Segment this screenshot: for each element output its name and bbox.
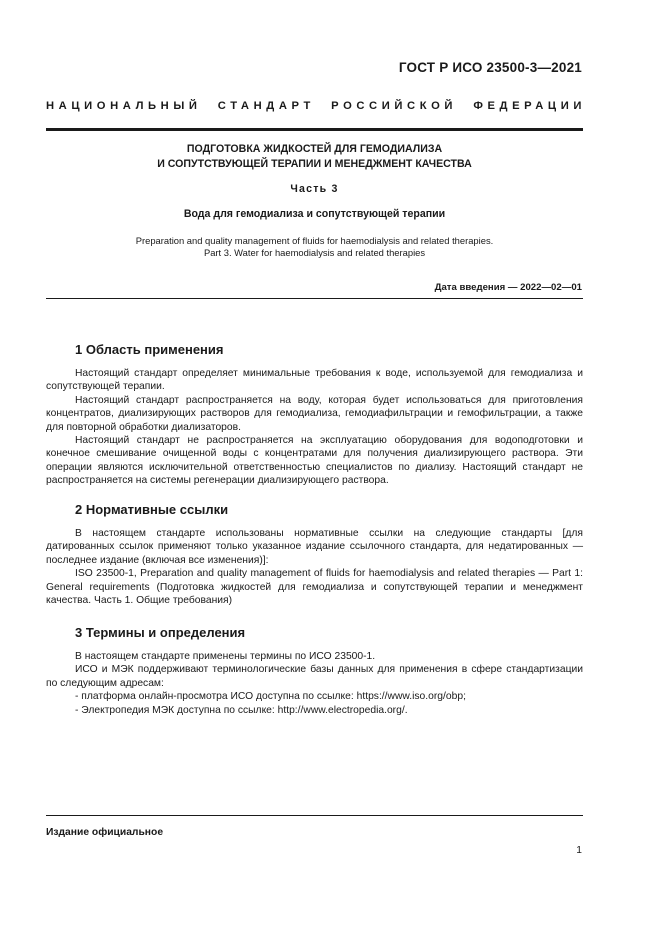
english-title [46, 235, 583, 260]
paragraph: Настоящий стандарт определяет минимальные требования к воде, используемой для гемодиализа и сопутствующей терапии. [46, 368, 583, 393]
official-edition-label: Издание официальное [46, 827, 164, 838]
part-subtitle: Вода для гемодиализа и сопутствующей терапии [183, 208, 446, 220]
section-heading: 3 Термины и определения [75, 625, 246, 640]
paragraph: Настоящий стандарт распространяется на воду, которая будет использоваться для приготовления концентратов, диализирующих растворов для гемодиализа, гемодиафильтрации и гемофильтрации, а также для повторной обработки диализаторов. [46, 394, 583, 433]
part-label: Часть 3 [290, 183, 339, 195]
english-title-line-1: Preparation and quality management of fluids for haemodialysis and related therapies. [135, 235, 494, 246]
section-heading: 1 Область применения [75, 342, 224, 357]
page-number: 1 [576, 845, 582, 856]
paragraph: В настоящем стандарте применены термины по ИСО 23500-1. [75, 651, 376, 662]
date-divider [46, 298, 583, 299]
effective-date: Дата введения — 2022—02—01 [434, 282, 582, 293]
section-normative-references [46, 502, 583, 607]
list-item: - платформа онлайн-просмотра ИСО доступна по ссылке: https://www.iso.org/obp; [75, 691, 466, 703]
section-scope [46, 342, 583, 488]
paragraph: В настоящем стандарте использованы нормативные ссылки на следующие стандарты [для датированных ссылок применяют только указанное издание ссылочного стандарта, для недатированных — последнее издание (включая все изменения)]: [46, 528, 583, 566]
document-code: ГОСТ Р ИСО 23500-3—2021 [398, 60, 582, 75]
paragraph: Настоящий стандарт не распространяется на эксплуатацию оборудования для водоподготовки и конечное смешивание очищенной воды с концентратами для получения диализирующего раствора. Эти операции являются исключительной ответственностью специалистов по диализу. Настоящий стандарт не распространяется на системы регенерации диализирующего раствора. [46, 435, 583, 487]
title-line-2: И СОПУТСТВУЮЩЕЙ ТЕРАПИИ И МЕНЕДЖМЕНТ КАЧЕСТВА [157, 157, 472, 170]
header-divider [46, 128, 583, 131]
footer-divider [46, 815, 583, 816]
national-standard-banner: НАЦИОНАЛЬНЫЙ СТАНДАРТ РОССИЙСКОЙ ФЕДЕРАЦИИ [46, 100, 586, 112]
english-title-line-2: Part 3. Water for haemodialysis and related therapies [203, 247, 426, 259]
section-heading: 2 Нормативные ссылки [75, 502, 229, 517]
paragraph: ИСО и МЭК поддерживают терминологические базы данных для применения в сфере стандартизации по следующим адресам: [46, 664, 583, 689]
paragraph: ISO 23500-1, Preparation and quality management of fluids for haemodialysis and related therapies — Part 1: General requirements (Подготовка жидкостей для гемодиализа и сопутствующей терапии и менеджмент качества. Часть 1. Общие требования) [46, 568, 583, 607]
document-title [46, 142, 583, 171]
title-line-1: ПОДГОТОВКА ЖИДКОСТЕЙ ДЛЯ ГЕМОДИАЛИЗА [186, 143, 443, 155]
list-item: - Электропедия МЭК доступна по ссылке: http://www.electropedia.org/. [75, 704, 408, 716]
section-terms [46, 625, 583, 717]
